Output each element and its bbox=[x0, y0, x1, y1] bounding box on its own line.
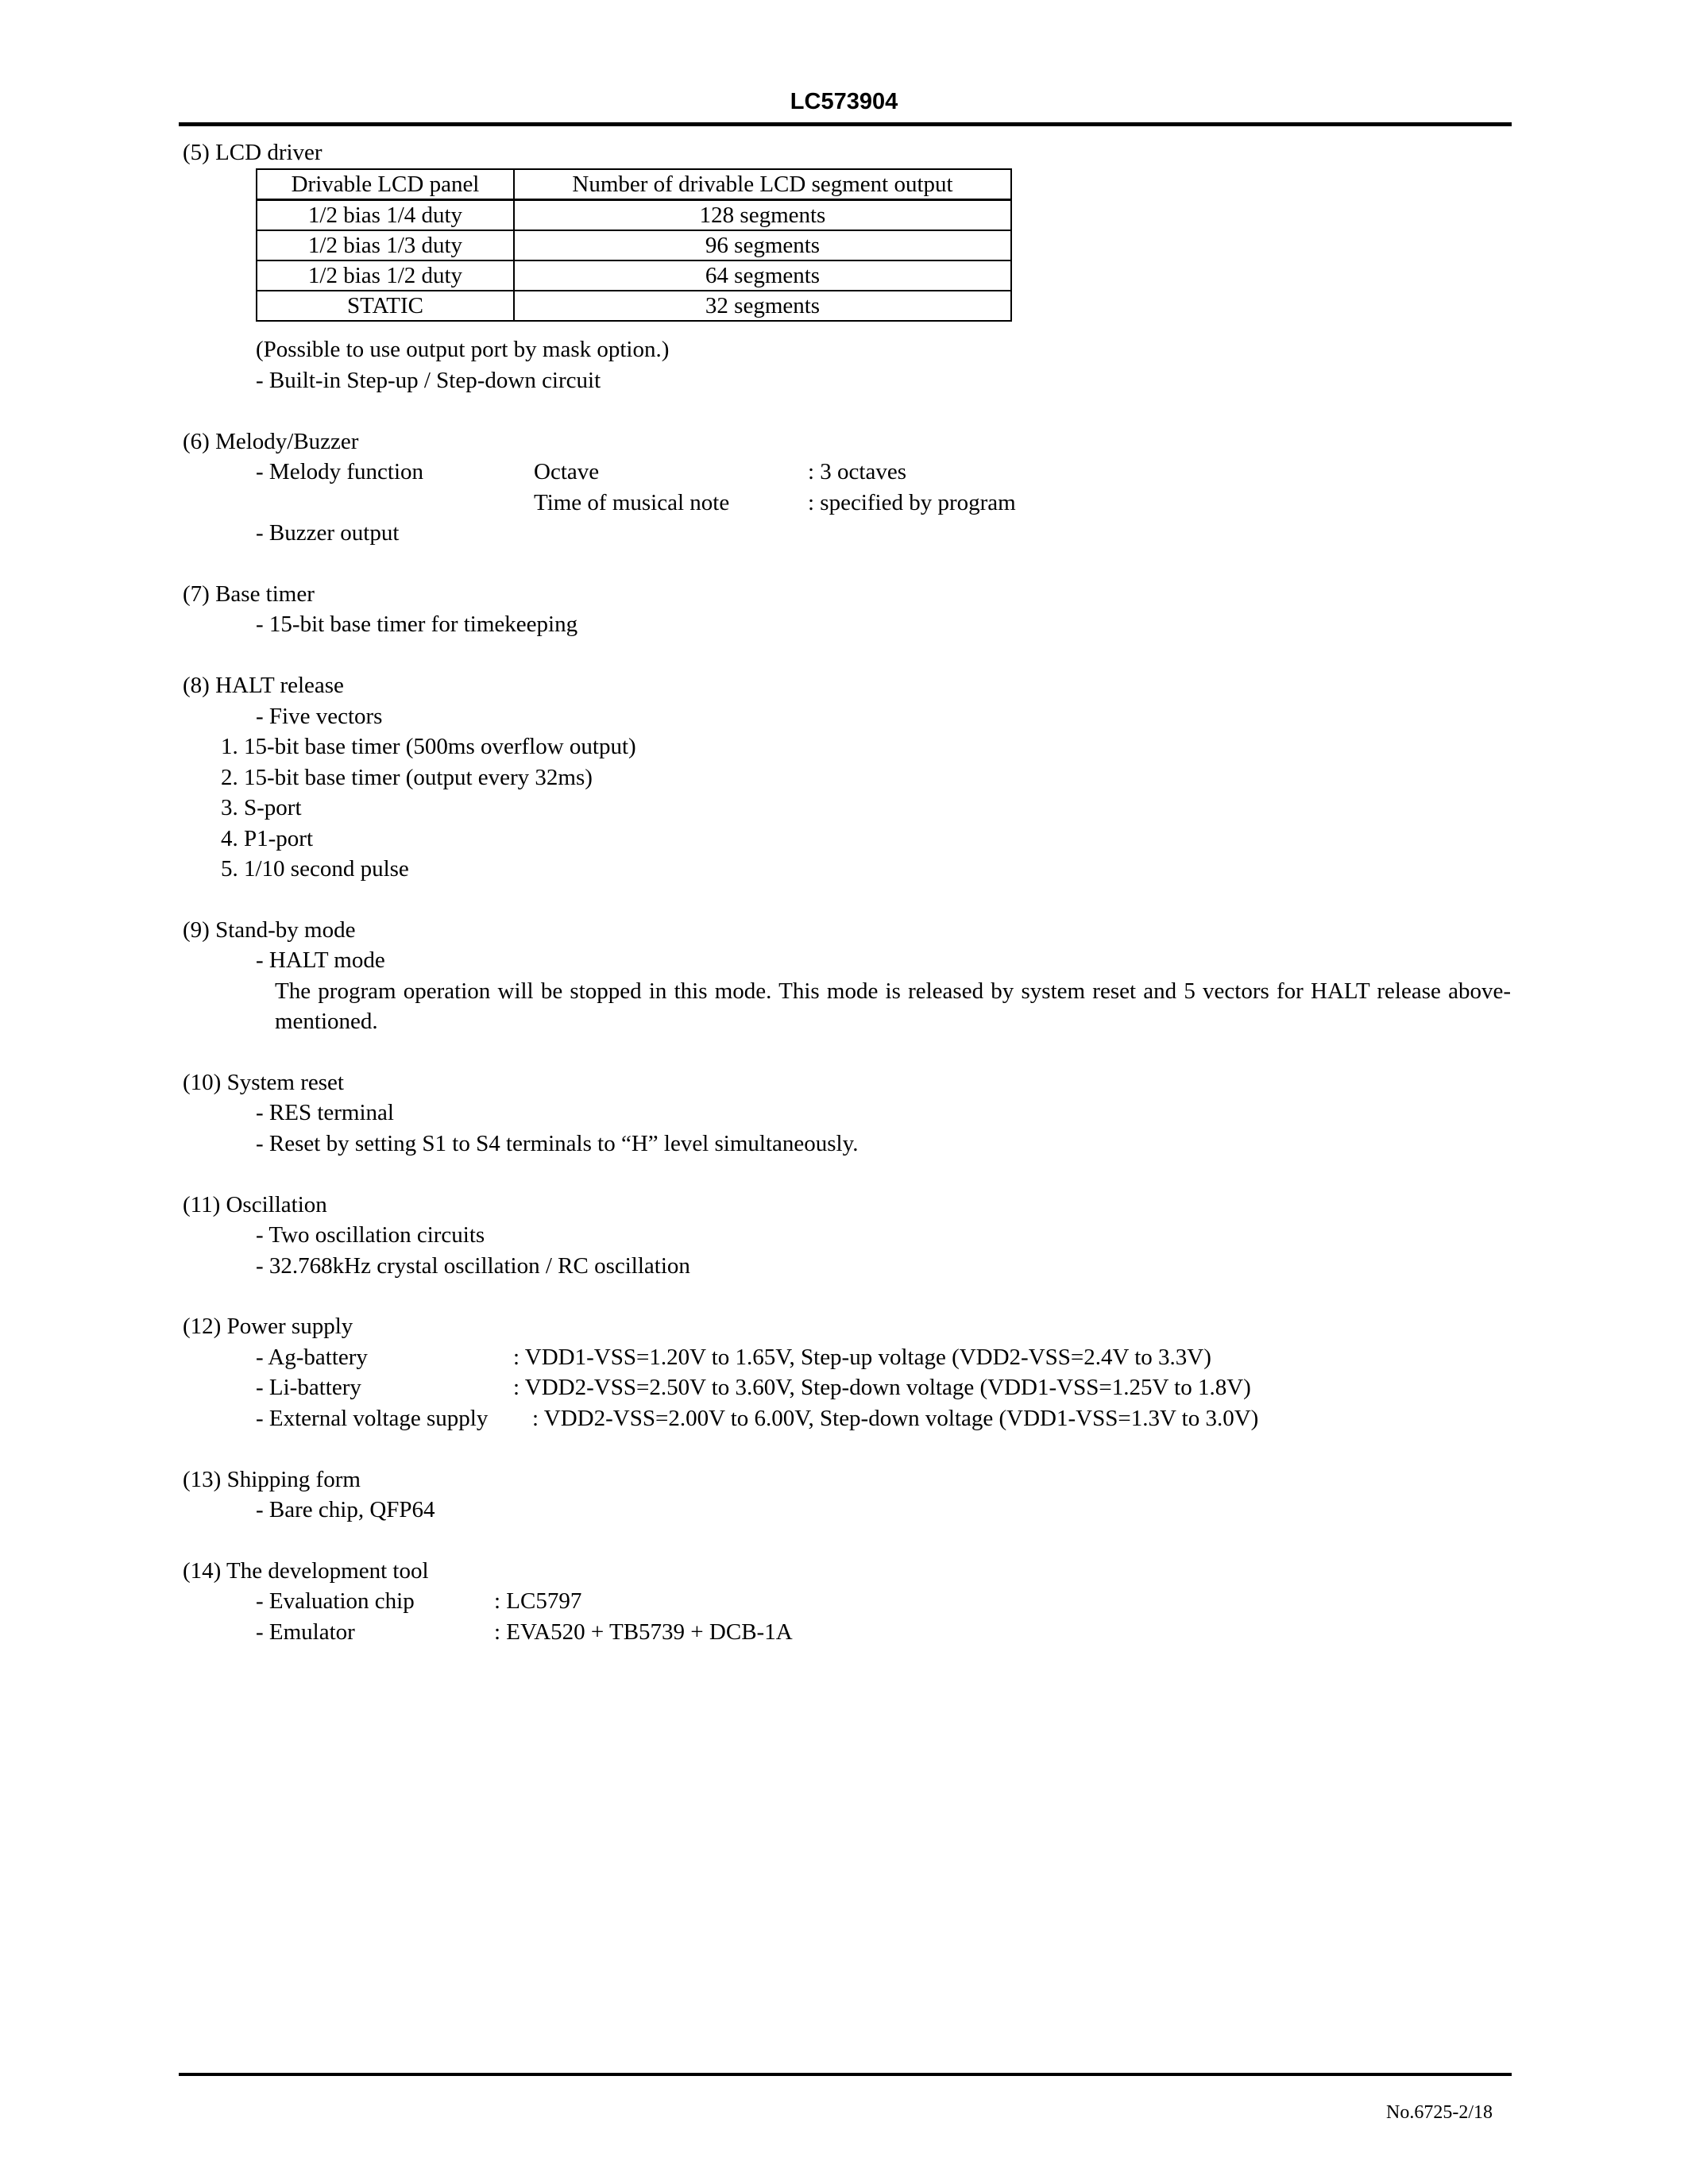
shipping-item: - Bare chip, QFP64 bbox=[256, 1497, 435, 1522]
list-item: 2. 15-bit base timer (output every 32ms) bbox=[221, 765, 593, 790]
table-cell: 1/2 bias 1/4 duty bbox=[257, 200, 514, 231]
halt-release-item: - Five vectors bbox=[256, 704, 383, 729]
table-cell: STATIC bbox=[257, 291, 514, 321]
table-header-cell: Number of drivable LCD segment output bbox=[514, 169, 1011, 200]
musical-note-label: Time of musical note bbox=[534, 490, 730, 515]
reset-s-terminals-item: - Reset by setting S1 to S4 terminals to “H” level simultaneously. bbox=[256, 1131, 859, 1156]
buzzer-output-item: - Buzzer output bbox=[256, 520, 400, 546]
list-item: 3. S-port bbox=[221, 795, 302, 820]
oscillation-heading: (11) Oscillation bbox=[183, 1192, 327, 1217]
base-timer-heading: (7) Base timer bbox=[183, 581, 315, 607]
power-supply-label: - Li-battery bbox=[256, 1375, 361, 1400]
melody-function-item: - Melody function bbox=[256, 459, 424, 484]
dev-tool-heading: (14) The development tool bbox=[183, 1558, 429, 1584]
power-supply-heading: (12) Power supply bbox=[183, 1314, 353, 1339]
dev-tool-label: - Evaluation chip bbox=[256, 1588, 415, 1614]
octave-label: Octave bbox=[534, 459, 600, 484]
halt-release-heading: (8) HALT release bbox=[183, 673, 344, 698]
shipping-heading: (13) Shipping form bbox=[183, 1467, 361, 1492]
lcd-note: (Possible to use output port by mask option.) bbox=[256, 337, 670, 362]
power-supply-label: - Ag-battery bbox=[256, 1345, 368, 1370]
table-cell: 128 segments bbox=[514, 200, 1011, 231]
dev-tool-value: : EVA520 + TB5739 + DCB-1A bbox=[494, 1619, 793, 1645]
musical-note-value: : specified by program bbox=[808, 490, 1016, 515]
halt-mode-description: The program operation will be stopped in this mode. This mode is released by system reset and 5 vectors for HALT release above-mentioned. bbox=[275, 978, 1511, 1034]
table-cell: 1/2 bias 1/2 duty bbox=[257, 260, 514, 291]
melody-heading: (6) Melody/Buzzer bbox=[183, 429, 359, 454]
system-reset-heading: (10) System reset bbox=[183, 1070, 344, 1095]
oscillation-item: - 32.768kHz crystal oscillation / RC oscillation bbox=[256, 1253, 690, 1279]
table-header-cell: Drivable LCD panel bbox=[257, 169, 514, 200]
table-row bbox=[257, 230, 1011, 260]
halt-mode-item: - HALT mode bbox=[256, 947, 385, 973]
standby-heading: (9) Stand-by mode bbox=[183, 917, 356, 943]
res-terminal-item: - RES terminal bbox=[256, 1100, 394, 1125]
list-item: 4. P1-port bbox=[221, 826, 313, 851]
power-supply-value: : VDD2-VSS=2.50V to 3.60V, Step-down voltage (VDD1-VSS=1.25V to 1.8V) bbox=[513, 1375, 1251, 1400]
header-rule bbox=[179, 122, 1512, 126]
power-supply-label: - External voltage supply bbox=[256, 1406, 489, 1431]
lcd-segment-table bbox=[256, 168, 1012, 322]
list-item: 1. 15-bit base timer (500ms overflow output) bbox=[221, 734, 636, 759]
dev-tool-label: - Emulator bbox=[256, 1619, 355, 1645]
base-timer-item: - 15-bit base timer for timekeeping bbox=[256, 612, 578, 637]
table-row bbox=[257, 200, 1011, 231]
footer-rule bbox=[179, 2073, 1512, 2076]
oscillation-item: - Two oscillation circuits bbox=[256, 1222, 485, 1248]
lcd-item: - Built-in Step-up / Step-down circuit bbox=[256, 368, 601, 393]
page-number: No.6725-2/18 bbox=[1386, 2102, 1493, 2123]
table-header-row bbox=[257, 169, 1011, 200]
page-header-title: LC573904 bbox=[790, 89, 898, 114]
table-cell: 96 segments bbox=[514, 230, 1011, 260]
table-cell: 64 segments bbox=[514, 260, 1011, 291]
power-supply-value: : VDD1-VSS=1.20V to 1.65V, Step-up voltage (VDD2-VSS=2.4V to 3.3V) bbox=[513, 1345, 1211, 1370]
table-row bbox=[257, 260, 1011, 291]
table-cell: 32 segments bbox=[514, 291, 1011, 321]
table-cell: 1/2 bias 1/3 duty bbox=[257, 230, 514, 260]
table-row bbox=[257, 291, 1011, 321]
list-item: 5. 1/10 second pulse bbox=[221, 856, 409, 882]
octave-value: : 3 octaves bbox=[808, 459, 907, 484]
power-supply-value: : VDD2-VSS=2.00V to 6.00V, Step-down voltage (VDD1-VSS=1.3V to 3.0V) bbox=[532, 1406, 1259, 1431]
dev-tool-value: : LC5797 bbox=[494, 1588, 582, 1614]
lcd-driver-heading: (5) LCD driver bbox=[183, 140, 323, 165]
